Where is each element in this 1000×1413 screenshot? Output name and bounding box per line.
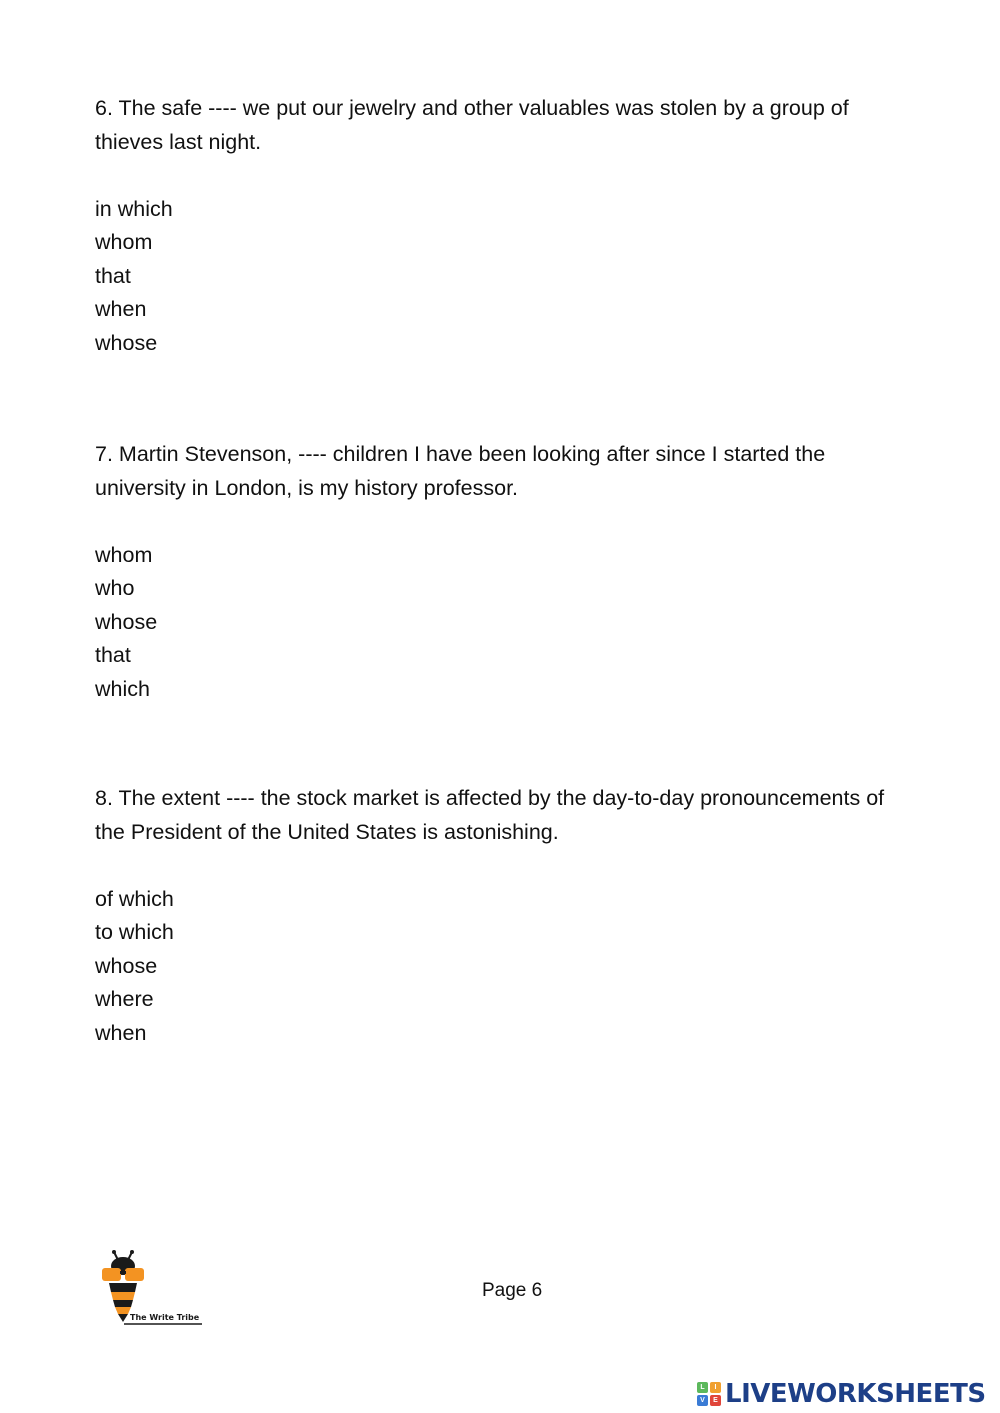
logo-letter: V [697,1395,708,1406]
option-item[interactable]: that [95,643,131,667]
option-item[interactable]: which [95,676,150,701]
question-7 [95,438,905,706]
question-8-text: 8. The extent ---- the stock market is affected by the day-to-day pronouncements of the President of the United States is astonishing. [95,786,885,844]
question-6 [95,92,905,360]
question-6-options [95,193,905,361]
question-7-text: 7. Martin Stevenson, ---- children I have been looking after since I started the university in London, is my history professor. [95,442,826,500]
option-item[interactable]: whom [95,230,153,254]
logo-letter: L [697,1382,708,1393]
logo-letter: E [710,1395,721,1406]
option-item[interactable]: whose [95,609,158,634]
option-item[interactable]: who [95,576,135,600]
option-item[interactable]: whom [95,542,153,567]
option-item[interactable]: in which [95,196,173,221]
logo-letter: I [710,1382,721,1393]
option-item[interactable]: where [95,987,154,1011]
question-6-text: 6. The safe ---- we put our jewelry and other valuables was stolen by a group of thieves last night. [95,96,849,154]
question-8 [95,782,905,1050]
option-item[interactable]: when [95,297,147,321]
liveworksheets-brand[interactable] [697,1376,986,1412]
logo-caption: The Write Tribe [130,1313,200,1322]
page-number: Page 6 [482,1280,543,1301]
liveworksheets-wordmark: LIVEWORKSHEETS [725,1379,986,1409]
option-item[interactable]: whose [95,953,158,978]
option-item[interactable]: to which [95,920,174,944]
question-8-options [95,883,905,1051]
write-tribe-bee-logo [98,1250,208,1328]
option-item[interactable]: whose [95,330,158,355]
option-item[interactable]: of which [95,886,174,911]
liveworksheets-logo-icon [697,1382,721,1406]
option-item[interactable]: that [95,263,131,288]
option-item[interactable]: when [95,1020,147,1045]
question-7-options [95,539,905,707]
